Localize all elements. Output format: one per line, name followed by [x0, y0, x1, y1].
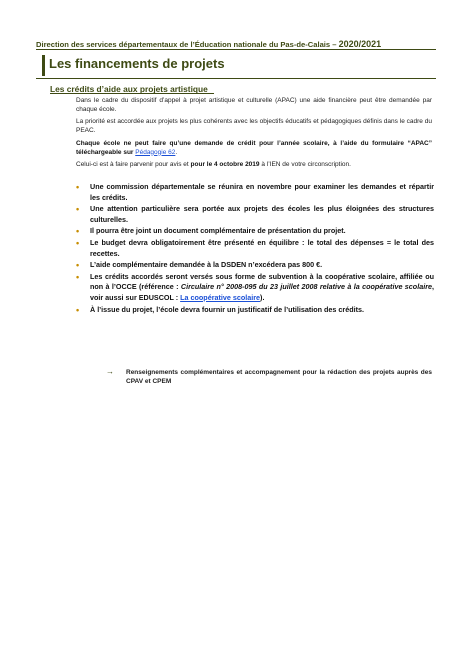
bullet-icon: • — [76, 271, 80, 282]
list-item-text: Il pourra être joint un document complémentaire de présentation du projet. — [90, 226, 346, 236]
cooperative-scolaire-link[interactable]: La coopérative scolaire — [180, 292, 261, 302]
title-divider — [36, 78, 436, 79]
list-item — [76, 238, 434, 259]
page-title: Les financements de projets — [49, 56, 225, 71]
list-item-text: L’aide complémentaire demandée à la DSDEN n’excédera pas 800 €. — [90, 260, 323, 270]
conditions-list — [76, 182, 434, 316]
list-item — [76, 226, 434, 237]
header-year: 2020/2021 — [338, 39, 382, 49]
bullet-icon: • — [76, 304, 80, 315]
circulaire-reference: Circulaire n° 2008-095 du 23 juillet 2008 relative à la coopérative scolaire — [180, 282, 432, 292]
list-item-text: Le budget devra obligatoirement être présenté en équilibre : le total des dépenses = le total des recettes. — [90, 238, 434, 258]
intro-paragraph-4 — [76, 160, 432, 169]
header-divider — [36, 49, 436, 50]
bullet-icon: • — [76, 260, 80, 271]
intro-paragraph-3 — [76, 139, 432, 157]
list-item — [76, 272, 434, 304]
list-item — [76, 305, 434, 316]
header-org: Direction des services départementaux de l’Éducation nationale du Pas-de-Calais – — [36, 40, 339, 49]
list-item-text: Une commission départementale se réunira en novembre pour examiner les demandes et répartir les crédits. — [90, 182, 434, 202]
subtitle-underline — [50, 93, 214, 94]
list-item — [76, 260, 434, 271]
intro-paragraph-2: La priorité est accordée aux projets les plus cohérents avec les objectifs éducatifs et pédagogiques définis dans le cadre du PEAC. — [76, 118, 432, 135]
intro-text — [76, 96, 432, 172]
section-subtitle: Les crédits d’aide aux projets artistique — [50, 84, 208, 94]
title-accent-bar — [42, 55, 45, 76]
intro-paragraph-3-bold: Chaque école ne peut faire qu’une demande de crédit pour l’année scolaire, à l’aide du formulaire “APAC” téléchargeable sur — [76, 139, 432, 156]
bullet-icon: • — [76, 238, 80, 249]
info-note — [106, 367, 432, 386]
bullet-icon: • — [76, 204, 80, 215]
intro-paragraph-4-end: à l’IEN de votre circonscription. — [259, 160, 351, 168]
intro-paragraph-4-start: Celui-ci est à faire parvenir pour avis et — [76, 160, 191, 168]
intro-paragraph-1: Dans le cadre du dispositif d’appel à projet artistique et culturelle (APAC) une aide financière peut être demandée par chaque école. — [76, 97, 432, 113]
list-item-text: Une attention particulière sera portée aux projets des écoles les plus éloignées des structures culturelles. — [90, 204, 434, 224]
bullet-icon: • — [76, 182, 80, 192]
deadline-date: pour le 4 octobre 2019 — [190, 160, 260, 168]
list-item-text-end: ). — [260, 292, 265, 302]
list-item-text-mid: , voir aussi sur EDUSCOL : — [90, 282, 434, 302]
list-item-text-start: Les crédits accordés seront versés sous forme de subvention à la coopérative scolaire, affiliée ou non à l’OCCE (référence : — [90, 271, 434, 292]
intro-paragraph-3-end: . — [175, 148, 178, 156]
pedagogie-62-link[interactable]: Pédagogie 62 — [135, 148, 176, 156]
bullet-icon: • — [76, 226, 80, 237]
info-note-text: Renseignements complémentaires et accompagnement pour la rédaction des projets auprès des CPAV et CPEM — [126, 369, 432, 385]
list-item-text: À l’issue du projet, l’école devra fournir un justificatif de l’utilisation des crédits. — [90, 304, 364, 314]
arrow-right-icon: → — [106, 367, 114, 376]
list-item — [76, 204, 434, 225]
page-header — [36, 39, 436, 49]
list-item — [76, 182, 434, 203]
